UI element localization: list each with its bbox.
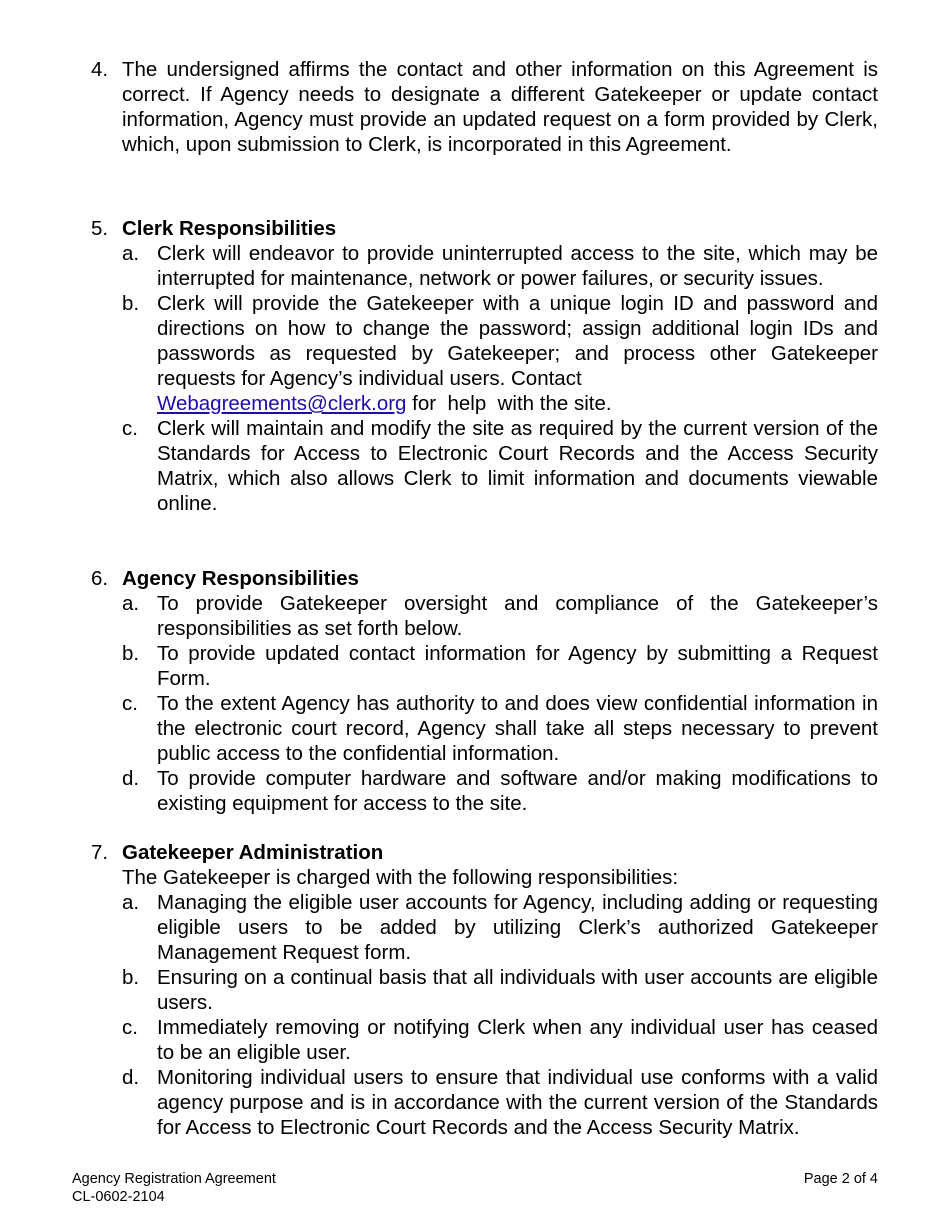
item-text: Monitoring individual users to ensure that individual use conforms with a valid agency purpose and is in accordance with the current version of the Standards for Access to Electronic Court Records and the Access Security Matrix. [157,1066,878,1139]
item-text: To the extent Agency has authority to and does view confidential information in the electronic court record, Agency shall take all steps necessary to prevent public access to the confidential information. [157,692,878,765]
item-label: d. [122,767,140,790]
section-list [91,241,878,516]
list-item [91,691,878,766]
section-text: The undersigned affirms the contact and other information on this Agreement is correct. If Agency needs to designate a different Gatekeeper or update contact information, Agency must provide an updated request on a form provided by Clerk, which, upon submission to Clerk, is incorporated in this Agreement. [122,58,878,156]
item-label: c. [122,1016,138,1039]
footer-page-number: Page 2 of 4 [803,1171,878,1187]
footer-form-number: CL-0602-2104 [72,1189,165,1205]
section-heading: Gatekeeper Administration [122,841,384,864]
item-label: a. [122,242,140,265]
item-label: d. [122,1066,140,1089]
item-text: Immediately removing or notifying Clerk when any individual user has ceased to be an eligible user. [157,1016,878,1064]
page-footer [72,1170,878,1206]
section-4 [91,57,878,157]
item-text: To provide computer hardware and software and/or making modifications to existing equipment for access to the site. [157,767,878,815]
item-text: Clerk will maintain and modify the site as required by the current version of the Standards for Access to Electronic Court Records and the Access Security Matrix, which also allows Clerk to limit information and documents viewable online. [157,417,878,515]
section-list [91,890,878,1140]
item-text: Clerk will provide the Gatekeeper with a unique login ID and password and directions on how to change the password; assign additional login IDs and passwords as requested by Gatekeeper; and process other Gatekeeper requests for Agency’s individual users. Contact [157,292,878,390]
list-item [91,591,878,641]
item-text: To provide updated contact information for Agency by submitting a Request Form. [157,642,878,690]
item-text: Managing the eligible user accounts for Agency, including adding or requesting eligible users to be added by utilizing Clerk’s authorized Gatekeeper Management Request form. [157,891,878,964]
list-item [91,291,878,416]
item-label: b. [122,292,140,315]
list-item [91,1015,878,1065]
list-item [91,241,878,291]
section-number: 4. [91,58,109,81]
list-item [91,890,878,965]
section-heading: Clerk Responsibilities [122,217,337,240]
list-item [91,1065,878,1140]
section-7 [91,840,878,1140]
list-item [91,766,878,816]
footer-title: Agency Registration Agreement [72,1171,276,1187]
email-link[interactable]: Webagreements@clerk.org [157,392,407,415]
section-number: 5. [91,217,109,240]
item-label: a. [122,592,140,615]
section-list [91,591,878,816]
list-item [91,641,878,691]
item-text-after: for help with the site. [406,392,612,415]
item-text: Clerk will endeavor to provide uninterrupted access to the site, which may be interrupted for maintenance, network or power failures, or security issues. [157,242,878,290]
section-6 [91,566,878,816]
section-heading: Agency Responsibilities [122,567,359,590]
list-item [91,416,878,516]
item-label: a. [122,891,140,914]
item-label: b. [122,966,140,989]
item-text: Ensuring on a continual basis that all individuals with user accounts are eligible users. [157,966,878,1014]
section-5 [91,216,878,516]
section-number: 7. [91,841,109,864]
list-item [91,965,878,1015]
section-number: 6. [91,567,109,590]
item-label: b. [122,642,140,665]
item-text: To provide Gatekeeper oversight and compliance of the Gatekeeper’s responsibilities as set forth below. [157,592,878,640]
item-label: c. [122,417,138,440]
item-label: c. [122,692,138,715]
section-intro: The Gatekeeper is charged with the following responsibilities: [122,866,679,889]
